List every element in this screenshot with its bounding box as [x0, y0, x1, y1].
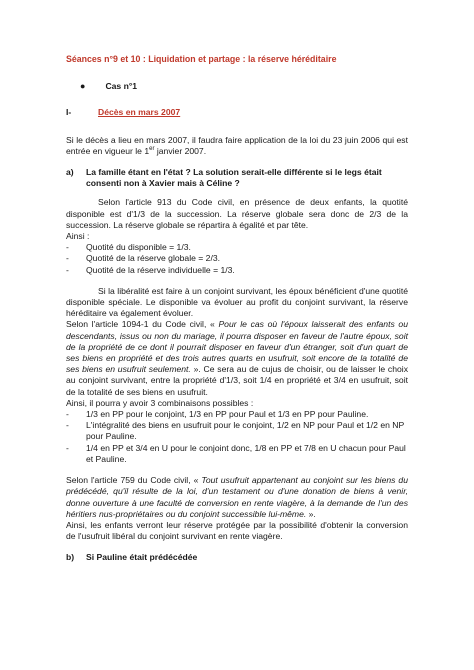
section-heading	[66, 107, 408, 118]
quota-list	[66, 242, 408, 276]
subheading-a	[66, 167, 408, 189]
case-heading	[80, 81, 408, 92]
case-label: Cas n°1	[105, 81, 138, 92]
ainsi-label-2: Ainsi, il pourra y avoir 3 combinaisons possibles :	[66, 397, 254, 408]
subheading-b-text: Si Pauline était prédécédée	[86, 552, 198, 563]
article-759-intro: Selon l'article 759 du Code civil, «	[66, 475, 202, 486]
combinations-list	[66, 409, 408, 465]
conclusion-paragraph: Ainsi, les enfants verront leur réserve protégée par la possibilité d'obtenir la conversion de l'usufruit libéral du conjoint survivant en rente viagère.	[66, 519, 408, 542]
list-item: - L'intégralité des biens en usufruit pour le conjoint, 1/2 en NP pour Paul et 1/2 en NP pour Pauline.	[66, 420, 405, 442]
liberalite-paragraph: Si la libéralité est faire à un conjoint survivant, les époux bénéficient d'une quotité disponible spéciale. Le disponible va évoluer au profit du conjoint survivant, la réserve héréditaire va également évoluer.	[66, 285, 408, 319]
article-759-paragraph	[66, 475, 408, 520]
article-1094-quote: Pour le cas où l'époux laisserait des enfants ou descendants, issus ou non du mariage, il pourra disposer en faveur de l'autre époux, soit de la propriété de ce dont il pourrait disposer en faveur d'un étranger, soit d'un quart de ses biens en propriété et des trois autres quarts en usufruit, soit encore de la totalité de ses biens en usufruit seulement.	[66, 319, 408, 375]
list-item: - 1/3 en PP pour le conjoint, 1/3 en PP pour Paul et 1/3 en PP pour Pauline.	[66, 409, 369, 420]
document-title: Séances n°9 et 10 : Liquidation et partage : la réserve héréditaire	[66, 54, 337, 64]
intro-text-end: janvier 2007.	[154, 145, 207, 156]
subheading-b-label: b)	[66, 552, 75, 563]
intro-text: Si le décès a lieu en mars 2007, il faudra faire application de la loi du 23 juin 2006 qui est entrée en vigueur le 1	[66, 134, 408, 156]
article-759-end: ».	[306, 508, 316, 519]
ainsi-label-1: Ainsi :	[66, 231, 90, 242]
list-item: - Quotité du disponible = 1/3.	[66, 242, 191, 253]
intro-paragraph	[66, 135, 408, 157]
intro-sup: er	[149, 145, 155, 152]
article-913-paragraph: Selon l'article 913 du Code civil, en présence de deux enfants, la quotité disponible est d'1/3 de la succession. La réserve globale sera donc de 2/3 de la succession. La réserve globale se répartira à égalité et par tête.	[66, 197, 408, 230]
section-title: Décès en mars 2007	[98, 107, 181, 118]
section-number: I-	[66, 107, 72, 118]
bullet-icon: ●	[80, 81, 86, 92]
article-1094-intro: Selon l'article 1094-1 du Code civil, «	[66, 319, 219, 330]
list-item: - 1/4 en PP et 3/4 en U pour le conjoint donc, 1/8 en PP et 7/8 en U chacun pour Paul et Pauline.	[66, 442, 406, 464]
subheading-b	[66, 552, 408, 563]
subheading-a-text: La famille étant en l'état ? La solution serait-elle différente si le legs était consenti non à Xavier mais à Céline ?	[86, 167, 382, 189]
article-1094-end: ». Ce sera au de cujus de choisir, ou de laisser le choix au conjoint survivant, entre la propriété d'1/3, soit 1/4 en propriété et 3/4 en usufruit, soit de la totalité de ses biens en usufruit.	[66, 364, 408, 397]
list-item: - Quotité de la réserve globale = 2/3.	[66, 253, 221, 264]
article-759-quote: Tout usufruit appartenant au conjoint sur les biens du prédécédé, qu'il résulte de la loi, d'un testament ou d'une donation de biens à venir, donne ouverture à une faculté de conversion en rente viagère, à la demande de l'un des héritiers nus-propriétaires ou du conjoint successible lui-même.	[66, 475, 408, 519]
list-item: - Quotité de la réserve individuelle = 1/3.	[66, 264, 235, 275]
article-1094-paragraph	[66, 319, 408, 397]
subheading-a-label: a)	[66, 167, 74, 178]
